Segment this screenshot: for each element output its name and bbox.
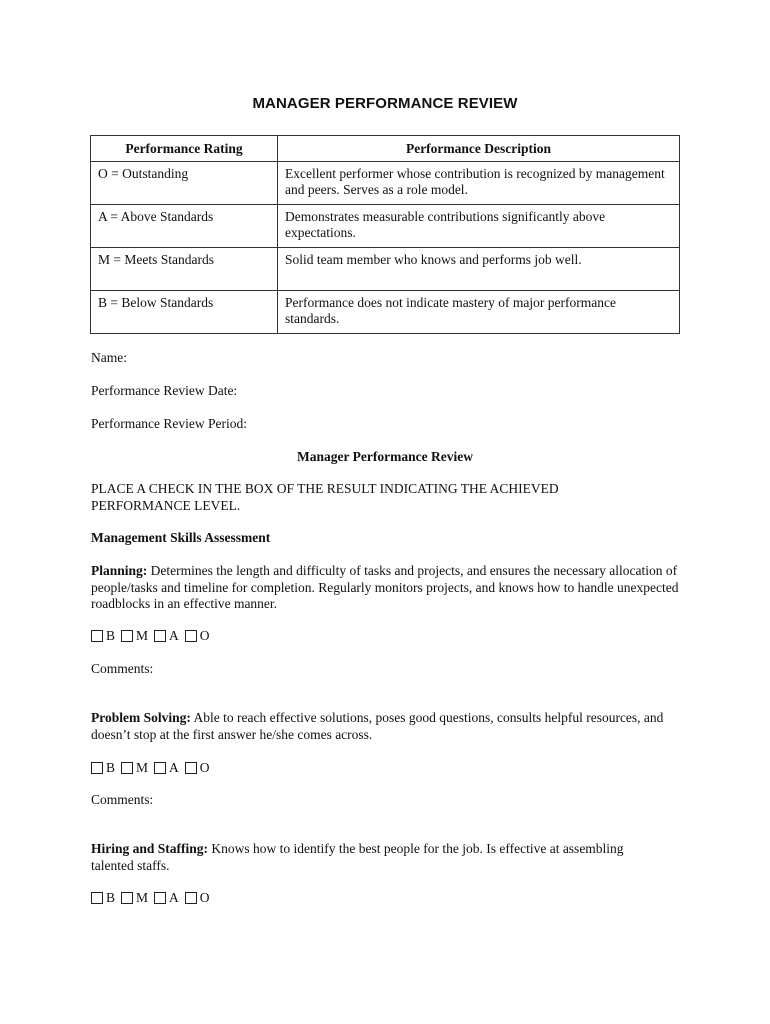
skill-text: Knows how to identify the best people for the job. Is effective at assembling talented staffs. [91, 841, 624, 873]
option-label: M [136, 890, 149, 905]
description-cell: Excellent performer whose contribution is recognized by management and peers. Serves as a role model. [278, 162, 680, 205]
option-label: B [106, 890, 116, 905]
rating-checkboxes [91, 890, 216, 906]
checkbox-a[interactable] [154, 892, 166, 904]
page-title: MANAGER PERFORMANCE REVIEW [252, 95, 518, 112]
column-header-description: Performance Description [278, 136, 680, 162]
skill-problem-solving [91, 710, 691, 743]
option-label: B [106, 628, 116, 643]
option-label: O [199, 628, 210, 643]
description-cell: Demonstrates measurable contributions significantly above expectations. [278, 205, 680, 248]
option-label: M [136, 760, 149, 775]
comments-label: Comments: [91, 661, 154, 676]
comments-label: Comments: [91, 792, 154, 807]
option-label: A [169, 628, 179, 643]
rating-cell: B = Below Standards [91, 291, 278, 334]
checkbox-m[interactable] [121, 892, 133, 904]
table-row [91, 248, 680, 291]
section-title: Manager Performance Review [297, 449, 473, 464]
checkbox-o[interactable] [185, 630, 197, 642]
rating-cell: O = Outstanding [91, 162, 278, 205]
skill-hiring-staffing [91, 841, 651, 874]
skill-label: Planning: [91, 563, 148, 578]
skill-planning [91, 563, 691, 613]
table-header-row [91, 136, 680, 162]
skill-label: Hiring and Staffing: [91, 841, 209, 856]
checkbox-o[interactable] [185, 892, 197, 904]
rating-checkboxes [91, 628, 216, 644]
review-period-field-label: Performance Review Period: [91, 416, 247, 431]
description-cell: Performance does not indicate mastery of major performance standards. [278, 291, 680, 334]
table-row [91, 291, 680, 334]
option-label: O [199, 890, 210, 905]
option-label: M [136, 628, 149, 643]
column-header-rating: Performance Rating [91, 136, 278, 162]
option-label: A [169, 890, 179, 905]
checkbox-o[interactable] [185, 762, 197, 774]
rating-cell: A = Above Standards [91, 205, 278, 248]
checkbox-a[interactable] [154, 630, 166, 642]
skill-text: Determines the length and difficulty of tasks and projects, and ensures the necessary allocation of people/tasks and timeline for completion. Regularly monitors projects, and knows how to handle unexpected roadblocks in an effective manner. [91, 563, 679, 611]
rating-table [90, 135, 680, 334]
checkbox-m[interactable] [121, 630, 133, 642]
checkbox-b[interactable] [91, 892, 103, 904]
rating-checkboxes [91, 760, 216, 776]
option-label: B [106, 760, 116, 775]
checkbox-b[interactable] [91, 630, 103, 642]
description-cell: Solid team member who knows and performs job well. [278, 248, 680, 291]
table-row [91, 205, 680, 248]
assessment-title: Management Skills Assessment [91, 530, 271, 545]
review-date-field-label: Performance Review Date: [91, 383, 238, 398]
option-label: A [169, 760, 179, 775]
option-label: O [199, 760, 210, 775]
checkbox-b[interactable] [91, 762, 103, 774]
table-row [91, 162, 680, 205]
skill-label: Problem Solving: [91, 710, 191, 725]
instructions: PLACE A CHECK IN THE BOX OF THE RESULT INDICATING THE ACHIEVED PERFORMANCE LEVEL. [91, 481, 559, 513]
checkbox-a[interactable] [154, 762, 166, 774]
skill-text: Able to reach effective solutions, poses good questions, consults helpful resources, and doesn’t stop at the first answer he/she comes across. [91, 710, 664, 742]
name-field-label: Name: [91, 350, 127, 365]
rating-cell: M = Meets Standards [91, 248, 278, 291]
checkbox-m[interactable] [121, 762, 133, 774]
